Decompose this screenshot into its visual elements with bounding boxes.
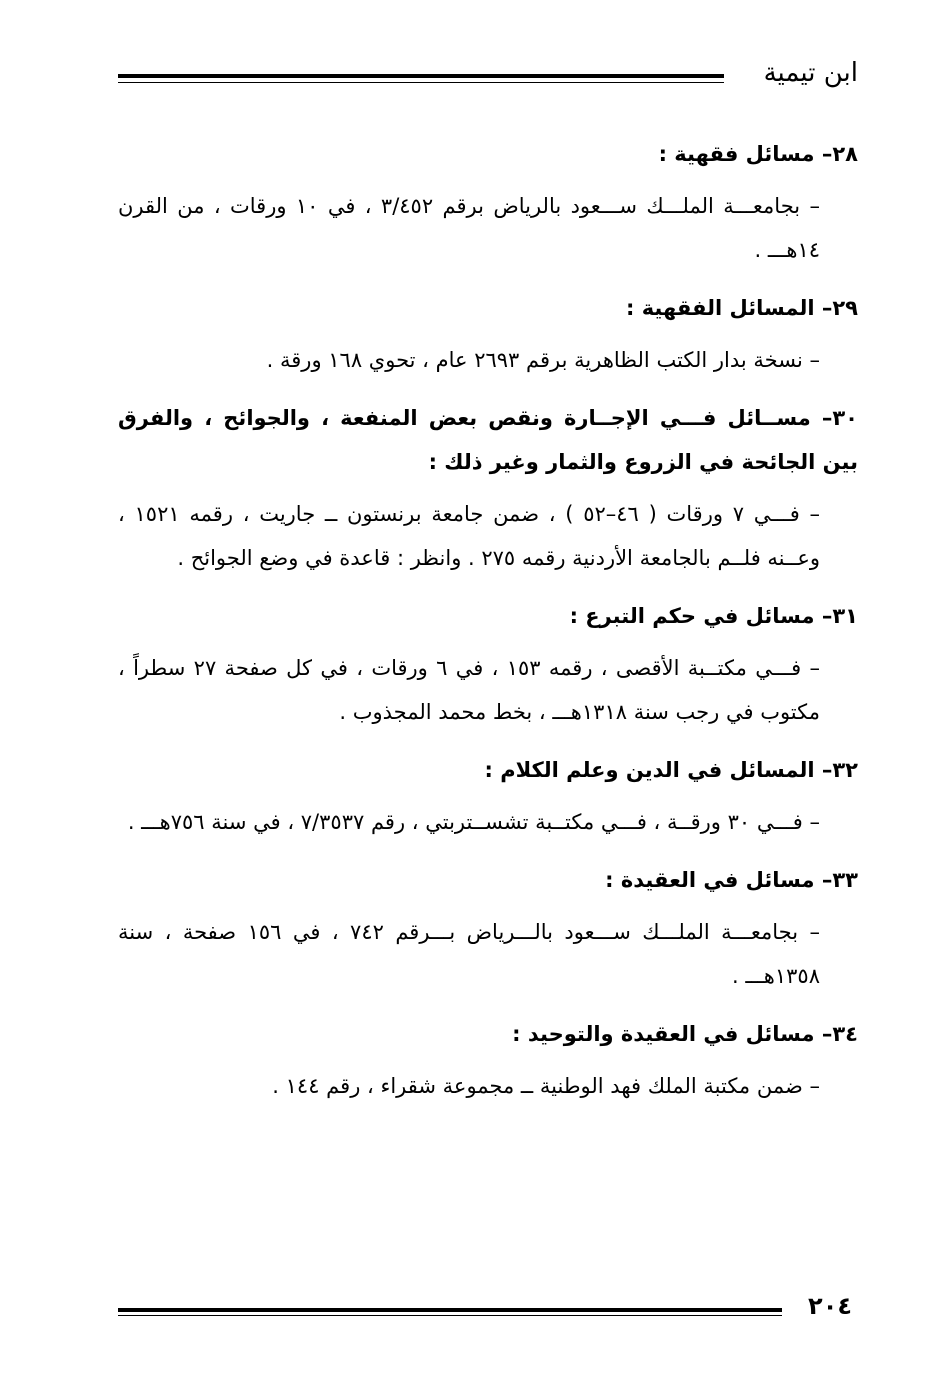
entry-heading: ٣٢– المسائل في الدين وعلم الكلام : <box>484 758 858 782</box>
entry-heading: ٣٤– مسائل في العقيدة والتوحيد : <box>512 1022 858 1046</box>
entry-body: – بجامعـــة الملـــك ســـعود بالـــرياض بـــرقم ٧٤٢ ، في ١٥٦ صفحة ، سنة ١٣٥٨هـــ . <box>118 920 820 988</box>
entry-body: – فـــي ٣٠ ورقــة ، فـــي مكتــبة تشســتربتي ، رقم ٧/٣٥٣٧ ، في سنة ٧٥٦هـــ . <box>127 810 820 834</box>
entry-heading: ٣١– مسائل في حكم التبرع : <box>569 604 858 628</box>
running-header-title: ابن تيمية <box>763 58 858 88</box>
entry-31 <box>118 594 858 734</box>
entry-body: – بجامعـــة الملـــك ســـعود بالرياض برقم ٣/٤٥٢ ، في ١٠ ورقات ، من القرن ١٤هـــ . <box>118 194 820 262</box>
page-number: ٢٠٤ <box>808 1292 852 1320</box>
entry-body: – فـــي مكتــبة الأقصى ، رقمه ١٥٣ ، في ٦ ورقات ، في كل صفحة ٢٧ سطراً ، مكتوب في رجب سنة ١٣١٨هـــ ، بخط محمد المجذوب . <box>118 656 821 724</box>
page-footer <box>118 1290 858 1330</box>
entry-heading: ٣٣– مسائل في العقيدة : <box>605 868 858 892</box>
page-content <box>118 132 858 1122</box>
entry-30 <box>118 396 858 580</box>
entry-heading: ٣٠– مســائل فـــي الإجــارة ونقص بعض المنفعة ، والجوائح ، والفرق بين الجائحة في الزروع والثمار وغير ذلك : <box>118 406 858 474</box>
entry-34 <box>118 1012 858 1108</box>
entry-32 <box>118 748 858 844</box>
header-rule <box>118 74 724 83</box>
entry-33 <box>118 858 858 998</box>
footer-rule <box>118 1308 782 1316</box>
entry-heading: ٢٩– المسائل الفقهية : <box>625 296 858 320</box>
running-header <box>118 56 858 100</box>
entry-body: – نسخة بدار الكتب الظاهرية برقم ٢٦٩٣ عام ، تحوي ١٦٨ ورقة . <box>266 348 820 372</box>
entry-29 <box>118 286 858 382</box>
entry-body: – ضمن مكتبة الملك فهد الوطنية ــ مجموعة شقراء ، رقم ١٤٤ . <box>272 1074 820 1098</box>
entry-heading: ٢٨– مسائل فقهية : <box>658 142 858 166</box>
entry-28 <box>118 132 858 272</box>
entry-body: – فـــي ٧ ورقات ( ٤٦–٥٢ ) ، ضمن جامعة برنستون ــ جاريت ، رقمه ١٥٢١ ، وعــنه فلــم بالجامعة الأردنية رقمه ٢٧٥ . وانظر : قاعدة في وضع الجوائح . <box>118 502 820 570</box>
